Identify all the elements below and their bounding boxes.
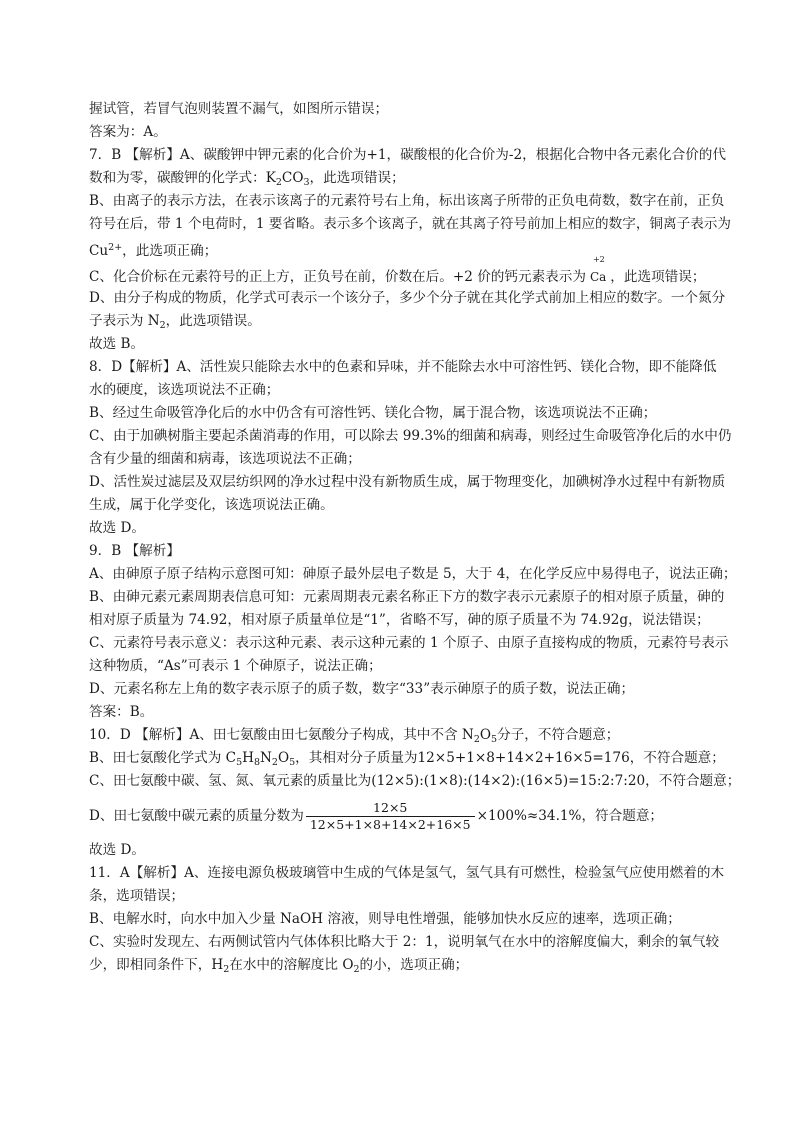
text-line: C、田七氨酸中碳、氢、氮、氧元素的质量比为(12×5):(1×8):(14×2):(16×5)=15:2:7:20，不符合题意； [89, 773, 741, 789]
question-10-line: 10．D 【解析】A、田七氨酸由田七氨酸分子构成，其中不含 $N_2O_5$分子，不符合题意； [89, 727, 620, 745]
question-9-line: 9．B 【解析】 [89, 543, 180, 559]
text-line: 少，即相同条件下，$H_2$在水中的溶解度比 $O_2$的小，选项正确； [89, 957, 469, 975]
question-11-line: 11．A【解析】A、连接电源负极玻璃管中生成的气体是氢气，氢气具有可燃性，检验氢气应使用燃着的木 [89, 865, 725, 881]
answer-line: 答案为：A。 [89, 124, 167, 140]
text-line: $Cu^{2+}$，此选项正确； [89, 242, 218, 259]
text-line: 水的硬度，该选项说法不正确； [89, 382, 280, 398]
text-line: B、电解水时，向水中加入少量 NaOH 溶液，则导电性增强，能够加快水反应的速率，选项正确； [89, 911, 681, 927]
text-line: 生成，属于化学变化，该选项说法正确。 [89, 497, 334, 513]
answer-line: 故选 D。 [89, 842, 146, 858]
answer-text [89, 98, 741, 977]
text-line: D、元素名称左上角的数字表示原子的质子数，数字“33”表示砷原子的质子数，说法正确； [89, 681, 635, 697]
answer-line: 故选 B。 [89, 336, 145, 352]
text-line: 符号在后，带 1 个电荷时，1 要省略。表示多个该离子，就在其离子符号前加上相应的数字，铜离子表示为 [89, 216, 731, 232]
text-line: C、化合价标在元素符号的正上方，正负号在前，价数在后。+2 价的钙元素表示为 +2 Ca ，此选项错误； [89, 259, 721, 287]
text-line: 相对原子质量为 74.92，相对原子质量单位是“1”，省略不写，砷的原子质量不为 74.92g，说法错误； [89, 612, 710, 628]
text-line: C、实验时发现左、右两侧试管内气体体积比略大于 2：1，说明氧气在水中的溶解度偏大，剩余的氧气较 [89, 934, 720, 950]
text-line: A、由砷原子原子结构示意图可知：砷原子最外层电子数是 5，大于 4，在化学反应中易得电子，说法正确； [89, 566, 737, 582]
text-line: 子表示为 $N_2$，此选项错误。 [89, 313, 261, 331]
text-line: 条，选项错误； [89, 888, 185, 904]
text-line: B、由砷元素元素周期表信息可知：元素周期表元素名称正下方的数字表示元素原子的相对原子质量，砷的 [89, 589, 725, 605]
text-line: C、由于加碘树脂主要起杀菌消毒的作用，可以除去 99.3%的细菌和病毒，则经过生命吸管净化后的水中仍 [89, 428, 732, 444]
question-8-line: 8．D【解析】A、活性炭只能除去水中的色素和异味，并不能除去水中可溶性钙、镁化合物，即不能降低 [89, 359, 717, 375]
answer-line: 答案：B。 [89, 704, 154, 720]
text-line: D、由分子构成的物质，化学式可表示一个该分子，多少个分子就在其化学式前加上相应的数字。一个氮分 [89, 290, 726, 306]
text-line: B、经过生命吸管净化后的水中仍含有可溶性钙、镁化合物，属于混合物，该选项说法不正确； [89, 405, 657, 421]
fraction-line: D、田七氨酸中碳元素的质量分数为 $\frac{12\times 5}{12\times 5+1\times 8+14\times 2+16\times 5}$ ×100%≈34.1%，符合题意； [89, 800, 664, 832]
text-line: 这种物质，“As”可表示 1 个砷原子，说法正确； [89, 658, 382, 674]
text-line: B、由离子的表示方法，在表示该离子的元素符号右上角，标出该离子所带的正负电荷数，数字在前，正负 [89, 193, 725, 209]
question-7-line: 7．B 【解析】A、碳酸钾中钾元素的化合价为+1，碳酸根的化合价为-2，根据化合物中各元素化合价的代 [89, 147, 726, 163]
text-line: D、活性炭过滤层及双层纺织网的净水过程中没有新物质生成，属于物理变化，加碘树净水过程中有新物质 [89, 474, 726, 490]
text-line: B、田七氨酸化学式为 $C_5H_8N_2O_5$，其相对分子质量为12×5+1×8+14×2+16×5=176，不符合题意； [89, 750, 725, 768]
fraction: $\frac{12\times 5}{12\times 5+1\times 8+14\times 2+16\times 5}$ [306, 800, 475, 833]
answer-line: 故选 D。 [89, 520, 146, 536]
text-line: C、元素符号表示意义：表示这种元素、表示这种元素的 1 个原子、由原子直接构成的物质，元素符号表示 [89, 635, 729, 651]
text-line: 握试管，若冒气泡则装置不漏气，如图所示错误； [89, 101, 389, 117]
text-line: 含有少量的细菌和病毒，该选项说法不正确； [89, 451, 361, 467]
text-line: 数和为零，碳酸钾的化学式：$K_2CO_3$，此选项错误； [89, 170, 405, 188]
valence-symbol: +2 Ca [589, 255, 607, 284]
